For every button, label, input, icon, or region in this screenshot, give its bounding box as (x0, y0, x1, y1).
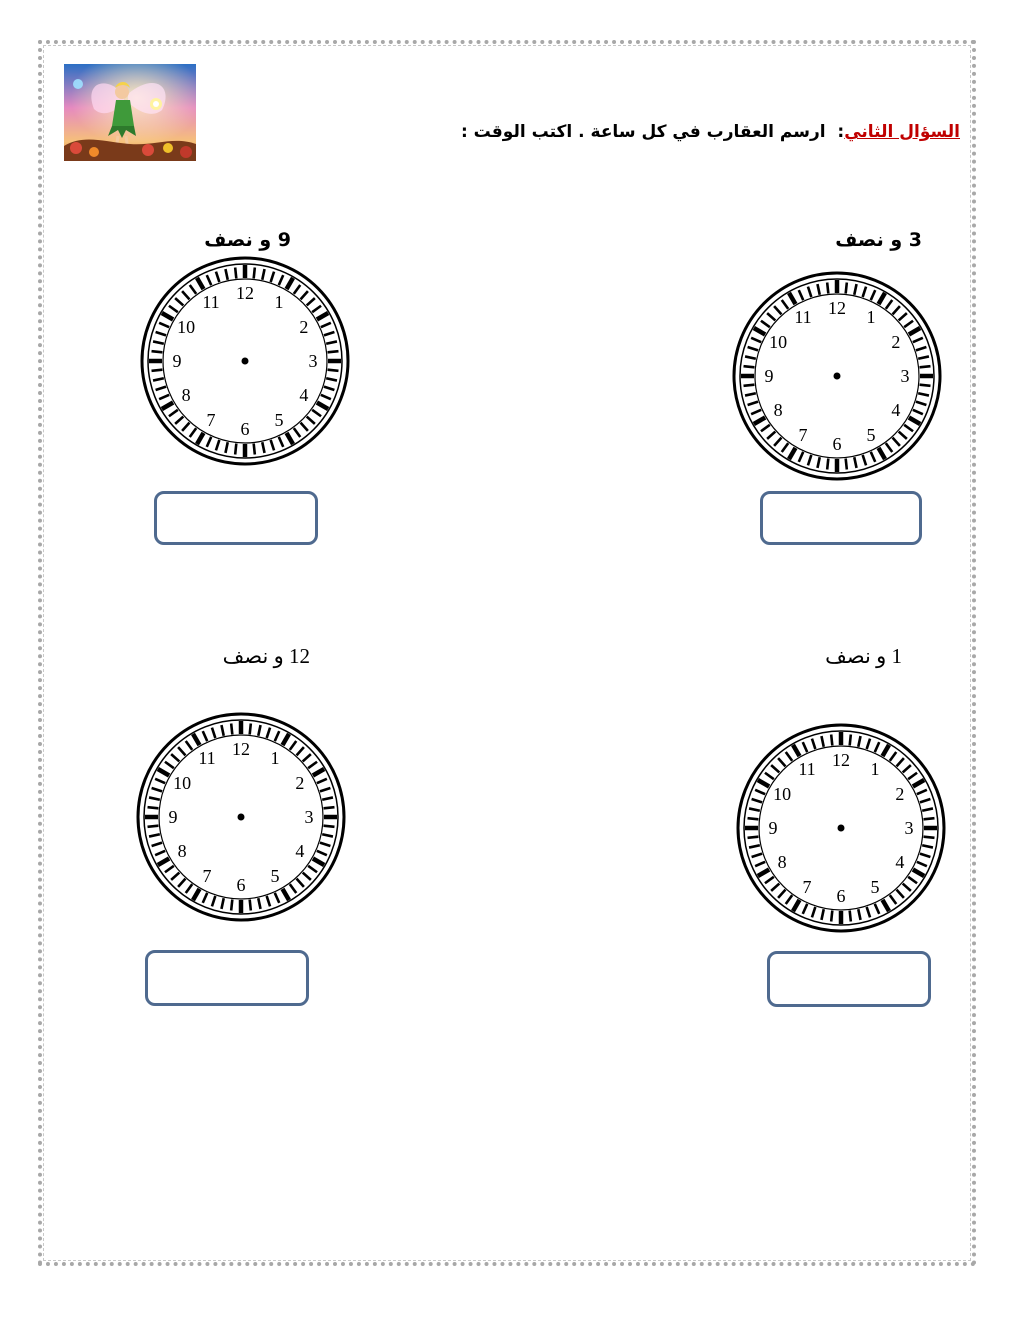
exercise-label-1: 3 و نصف (835, 229, 922, 251)
question-instruction: ارسم العقارب في كل ساعة . اكتب الوقت : (460, 122, 826, 142)
question-colon: : (837, 122, 845, 142)
clock-number-8: 8 (777, 852, 787, 872)
clock-number-8: 8 (181, 385, 191, 405)
answer-box-4[interactable] (145, 950, 309, 1006)
answer-box-2[interactable] (154, 491, 318, 545)
clock-number-4: 4 (895, 852, 905, 872)
clock-number-11: 11 (794, 307, 812, 328)
minute-tick (846, 283, 847, 294)
minute-tick (231, 724, 232, 735)
minute-tick (235, 444, 236, 455)
minute-tick (148, 807, 159, 808)
clock-number-1: 1 (870, 759, 880, 780)
clock-number-9: 9 (764, 366, 774, 386)
fairy-illustration (64, 64, 196, 161)
clock-number-11: 11 (798, 759, 816, 780)
minute-tick (827, 283, 828, 294)
answer-box-3[interactable] (767, 951, 931, 1007)
clock-face-4[interactable] (731, 718, 951, 938)
minute-tick (324, 807, 335, 808)
minute-tick (152, 351, 163, 352)
clock-center-dot (242, 358, 249, 365)
clock-number-1: 1 (274, 292, 284, 313)
clock-number-4: 4 (299, 385, 309, 405)
minute-tick (748, 818, 759, 819)
clock-number-5: 5 (870, 876, 880, 897)
clock-number-2: 2 (295, 773, 305, 793)
minute-tick (850, 735, 851, 746)
minute-tick (148, 826, 159, 827)
clock-number-3: 3 (304, 807, 314, 827)
clock-number-7: 7 (798, 424, 808, 445)
clock-center-dot (838, 825, 845, 832)
clock-number-1: 1 (866, 307, 876, 328)
minute-tick (152, 370, 163, 371)
clock-number-4: 4 (295, 841, 305, 861)
clock-face-2[interactable] (135, 251, 355, 471)
clock-number-10: 10 (177, 317, 196, 337)
clock-number-7: 7 (802, 876, 812, 897)
clock-number-2: 2 (299, 317, 309, 337)
minute-tick (744, 366, 755, 367)
minute-tick (748, 837, 759, 838)
clock-number-3: 3 (904, 818, 914, 838)
minute-tick (235, 268, 236, 279)
answer-box-1[interactable] (760, 491, 922, 545)
clock-number-6: 6 (832, 434, 842, 454)
exercise-label-4: 12 و نصف (222, 644, 310, 668)
minute-tick (920, 385, 931, 386)
clock-number-9: 9 (172, 351, 182, 371)
minute-tick (744, 385, 755, 386)
clock-number-8: 8 (177, 841, 187, 861)
minute-tick (920, 366, 931, 367)
clock-number-10: 10 (769, 332, 788, 352)
clock-number-5: 5 (270, 865, 280, 886)
clock-number-11: 11 (202, 292, 220, 313)
minute-tick (328, 370, 339, 371)
minute-tick (850, 911, 851, 922)
clock-face-3[interactable] (131, 707, 351, 927)
clock-number-10: 10 (173, 773, 192, 793)
clock-number-5: 5 (274, 409, 284, 430)
clock-number-12: 12 (232, 739, 250, 759)
clock-number-12: 12 (236, 283, 254, 303)
minute-tick (827, 459, 828, 470)
minute-tick (250, 900, 251, 911)
clock-number-10: 10 (773, 784, 792, 804)
clock-number-9: 9 (768, 818, 778, 838)
clock-number-9: 9 (168, 807, 178, 827)
clock-number-6: 6 (240, 419, 250, 439)
question-label: السؤال الثاني (844, 122, 960, 142)
minute-tick (328, 351, 339, 352)
minute-tick (924, 818, 935, 819)
clock-number-4: 4 (891, 400, 901, 420)
minute-tick (846, 459, 847, 470)
clock-number-3: 3 (900, 366, 910, 386)
clock-number-12: 12 (832, 750, 850, 770)
clock-number-7: 7 (202, 865, 212, 886)
minute-tick (324, 826, 335, 827)
exercise-label-2: 9 و نصف (204, 229, 291, 251)
minute-tick (254, 268, 255, 279)
clock-number-6: 6 (236, 875, 246, 895)
clock-number-6: 6 (836, 886, 846, 906)
clock-center-dot (238, 814, 245, 821)
clock-face-1[interactable] (727, 266, 947, 486)
clock-number-2: 2 (895, 784, 905, 804)
minute-tick (254, 444, 255, 455)
clock-number-7: 7 (206, 409, 216, 430)
minute-tick (831, 911, 832, 922)
minute-tick (231, 900, 232, 911)
clock-number-11: 11 (198, 748, 216, 769)
minute-tick (924, 837, 935, 838)
clock-center-dot (834, 373, 841, 380)
clock-number-2: 2 (891, 332, 901, 352)
minute-tick (250, 724, 251, 735)
clock-number-3: 3 (308, 351, 318, 371)
minute-tick (831, 735, 832, 746)
clock-number-8: 8 (773, 400, 783, 420)
exercise-label-3: 1 و نصف (825, 644, 902, 668)
clock-number-5: 5 (866, 424, 876, 445)
question-heading (461, 122, 960, 142)
clock-number-12: 12 (828, 298, 846, 318)
clock-number-1: 1 (270, 748, 280, 769)
